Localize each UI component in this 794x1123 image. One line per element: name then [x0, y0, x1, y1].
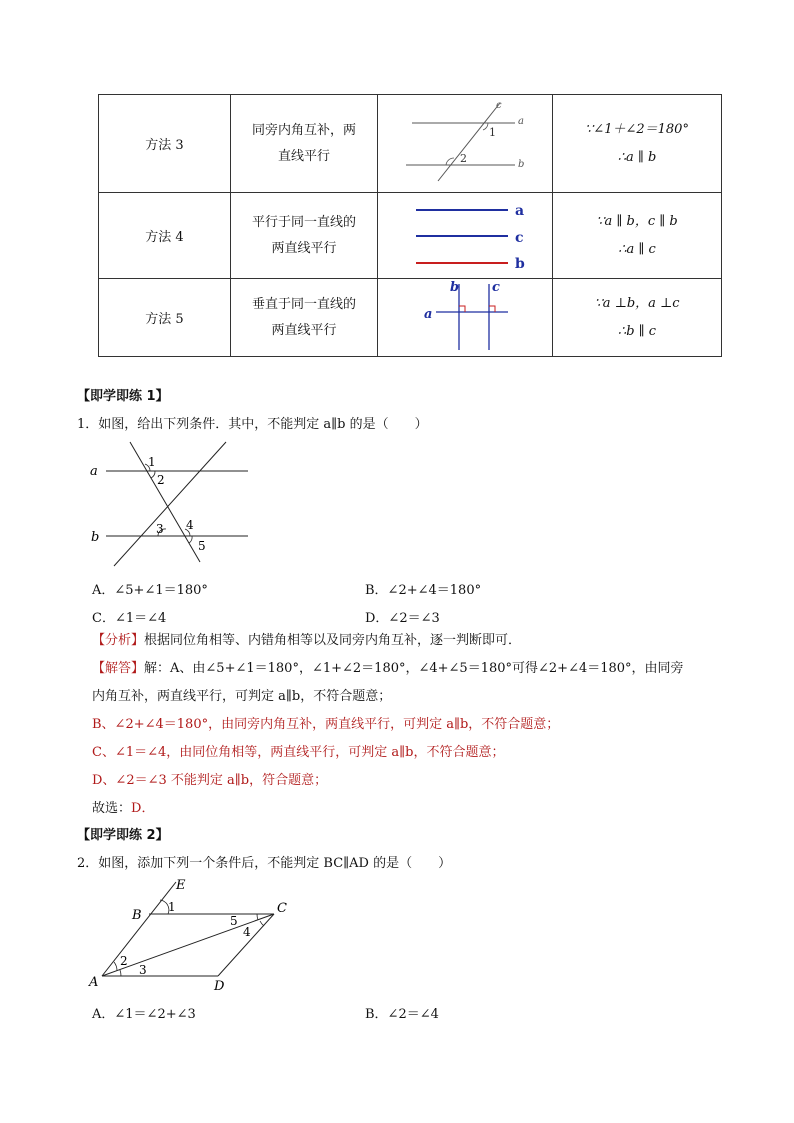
option-b: B．∠2+∠4＝180°: [365, 583, 482, 598]
exercise-2-header: 【即学即练 2】: [77, 828, 169, 843]
parallel-lines-diagram: [380, 196, 550, 276]
option-d: D．∠2＝∠3: [365, 611, 440, 626]
svg-text:1: 1: [168, 900, 176, 914]
analysis-tag: 【分析】: [92, 633, 145, 648]
co-interior-angles-diagram: [380, 99, 550, 189]
perpendicular-lines-diagram: [380, 280, 550, 356]
method-proof: ∵a ⊥b，a ⊥c ∴b ∥ c: [553, 279, 722, 357]
svg-text:B: B: [132, 908, 142, 923]
method-desc: 垂直于同一直线的 两直线平行: [231, 279, 378, 357]
method-name: 方法 4: [99, 193, 231, 279]
svg-text:b: b: [518, 158, 525, 170]
question-1: 1．如图，给出下列条件．其中，不能判定 a∥b 的是（ ）: [77, 417, 428, 432]
svg-text:b: b: [450, 279, 460, 295]
method-name: 方法 5: [99, 279, 231, 357]
option-a: A．∠5+∠1＝180°: [92, 583, 208, 598]
svg-text:2: 2: [460, 151, 467, 165]
question-1-figure: [86, 440, 256, 570]
exercise-1-header: 【即学即练 1】: [77, 389, 169, 404]
question-2-figure: [86, 876, 296, 996]
table-row: [99, 193, 722, 279]
svg-text:c: c: [496, 99, 502, 111]
methods-table: [98, 94, 722, 357]
svg-text:5: 5: [230, 914, 238, 928]
method-diagram: [378, 193, 553, 279]
svg-text:D: D: [214, 979, 225, 994]
table-row: [99, 279, 722, 357]
method-proof: ∵a ∥ b，c ∥ b ∴a ∥ c: [553, 193, 722, 279]
option-b: B．∠2＝∠4: [365, 1007, 439, 1022]
svg-text:4: 4: [186, 518, 194, 532]
svg-text:c: c: [515, 229, 524, 246]
svg-text:1: 1: [148, 455, 156, 469]
svg-text:1: 1: [489, 125, 496, 139]
svg-text:3: 3: [156, 522, 164, 536]
table-row: [99, 95, 722, 193]
method-name: 方法 3: [99, 95, 231, 193]
method-diagram: [378, 279, 553, 357]
option-c: C．∠1＝∠4: [92, 611, 167, 626]
question-2: 2．如图，添加下列一个条件后，不能判定 BC∥AD 的是（ ）: [77, 856, 452, 871]
svg-text:b: b: [515, 255, 525, 272]
method-diagram: [378, 95, 553, 193]
svg-text:a: a: [424, 306, 433, 322]
svg-text:C: C: [277, 901, 287, 916]
svg-text:5: 5: [198, 539, 206, 553]
svg-text:2: 2: [157, 473, 165, 487]
svg-text:A: A: [89, 975, 99, 990]
svg-text:a: a: [518, 115, 524, 127]
svg-text:a: a: [515, 202, 525, 219]
answer-tag: 【解答】: [92, 661, 145, 676]
svg-text:4: 4: [243, 925, 251, 939]
svg-text:a: a: [90, 464, 98, 479]
svg-text:c: c: [492, 279, 500, 295]
method-proof: ∵∠1＋∠2＝180° ∴a ∥ b: [553, 95, 722, 193]
option-a: A．∠1＝∠2+∠3: [92, 1007, 196, 1022]
svg-text:3: 3: [139, 963, 147, 977]
svg-text:b: b: [91, 530, 100, 545]
method-desc: 平行于同一直线的 两直线平行: [231, 193, 378, 279]
solution-1: 【分析】根据同位角相等、内错角相等以及同旁内角互补，逐一判断即可． 【解答】解：A、由∠5+∠1＝180°，∠1+∠2＝180°，∠4+∠5＝180°可得∠2+∠4＝180°，由同旁 内角互补，两直线平行，可判定 a∥b，不符合题意； B、∠2+∠4＝180°，由同旁内角互补，两直线平行，可判定 a∥b，不符合题意； C、∠1＝∠4，由同位角相等，两直线平行，可判定 a∥b，不符合题意； D、∠2＝∠3 不能判定 a∥b，符合题意； 故选：D．: [92, 633, 684, 816]
method-desc: 同旁内角互补，两 直线平行: [231, 95, 378, 193]
svg-text:E: E: [176, 878, 186, 893]
svg-text:2: 2: [120, 954, 128, 968]
